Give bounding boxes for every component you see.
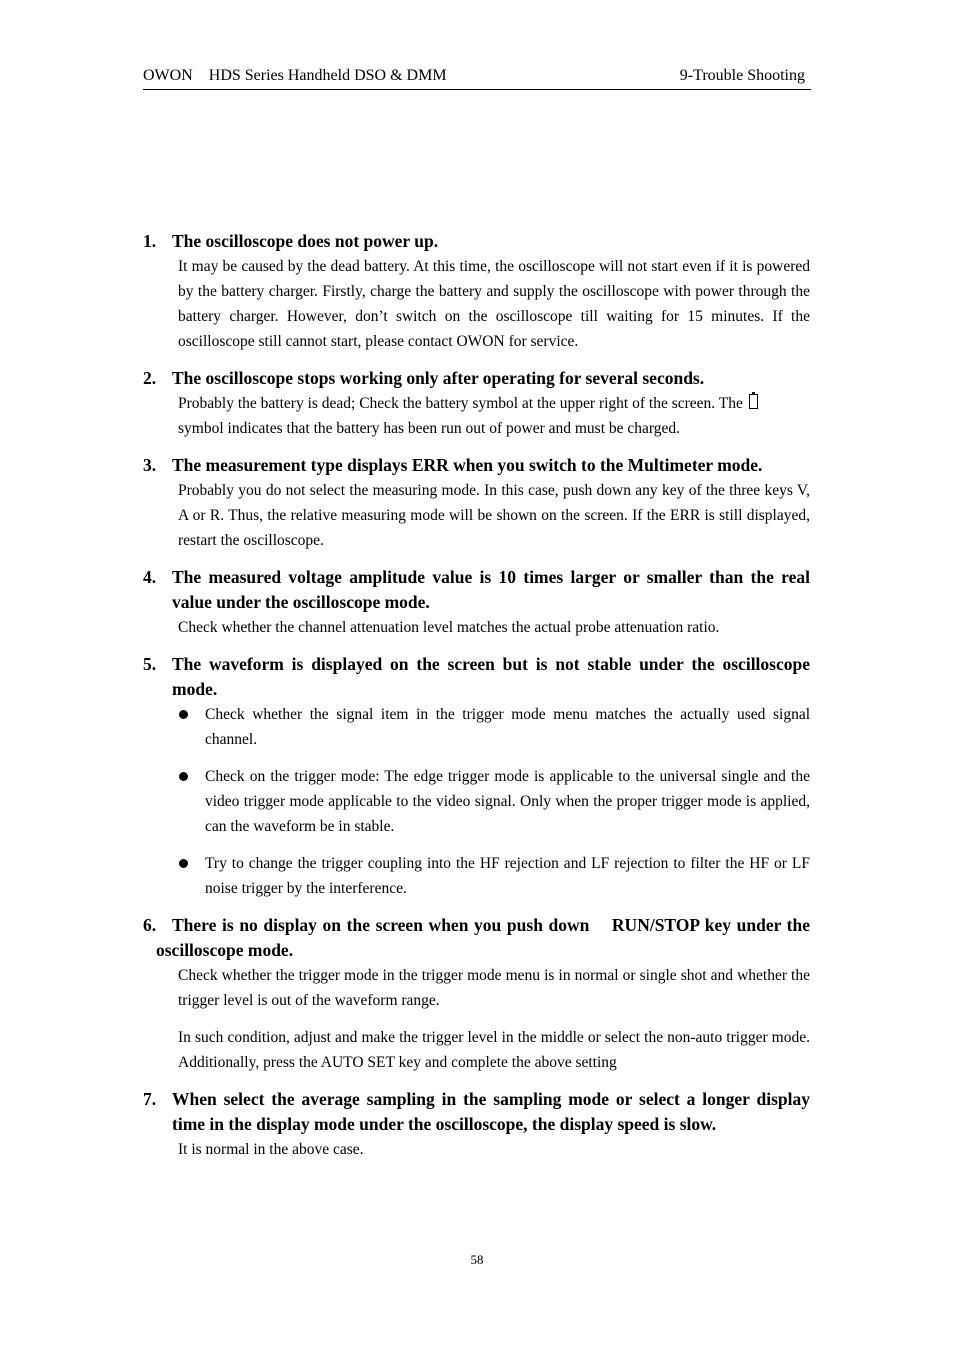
page-number: 58 [470, 1252, 484, 1267]
trouble-item-5 [143, 652, 810, 901]
item-number: 2. [143, 368, 157, 388]
trouble-item-6 [143, 913, 815, 1075]
trouble-item-2 [143, 366, 810, 441]
answer: Check whether the trigger mode in the trigger mode menu is in normal or single shot and whether the trigger level is out of the waveform range. [178, 967, 810, 1009]
question [143, 652, 810, 702]
answer [143, 391, 810, 441]
question [143, 453, 810, 478]
question-text: The oscilloscope does not power up. [172, 231, 439, 251]
item-number: 5. [143, 654, 157, 674]
bullet-text: Check whether the signal item in the trigger mode menu matches the actually used signal channel. [205, 706, 810, 748]
trouble-item-3 [143, 453, 810, 553]
battery-empty-icon [749, 394, 758, 409]
answer: It may be caused by the dead battery. At this time, the oscilloscope will not start even if it is powered by the battery charger. Firstly, charge the battery and supply the oscilloscope with power through the battery charger. However, don’t switch on the oscilloscope till waiting for 15 minutes. If the oscilloscope still cannot start, please contact OWON for service. [178, 258, 810, 350]
answer: Check whether the channel attenuation level matches the actual probe attenuation ratio. [178, 619, 720, 636]
answer: It is normal in the above case. [178, 1141, 364, 1158]
bullet-text: Check on the trigger mode: The edge trigger mode is applicable to the universal single and the video trigger mode applicable to the video signal. Only when the proper trigger mode is applied, can the waveform be in stable. [205, 768, 810, 835]
answer: Probably you do not select the measuring mode. In this case, push down any key of the three keys V, A or R. Thus, the relative measuring mode will be shown on the screen. If the ERR is still displayed, restart the oscilloscope. [178, 482, 810, 549]
item-number: 4. [143, 567, 157, 587]
answer-continued: In such condition, adjust and make the trigger level in the middle or select the non-auto trigger mode. Additionally, press the AUTO SET key and complete the above setting [178, 1029, 810, 1071]
bullet-icon [179, 710, 188, 719]
header-title: OWON HDS Series Handheld DSO & DMM [143, 67, 447, 84]
page-header [143, 67, 811, 90]
question [143, 913, 815, 963]
question-text: The waveform is displayed on the screen but is not stable under the oscilloscope mode. [172, 654, 810, 699]
header-section: 9-Trouble Shooting [679, 67, 805, 84]
troubleshooting-list [143, 229, 815, 1174]
item-number: 1. [143, 231, 157, 251]
question [143, 366, 810, 391]
answer-text-after: symbol indicates that the battery has been run out of power and must be charged. [178, 420, 681, 437]
answer-text-before: Probably the battery is dead; Check the battery symbol at the upper right of the screen. The [178, 395, 743, 412]
list-item [143, 702, 810, 752]
question [143, 1087, 810, 1137]
list-item [143, 764, 810, 839]
bullet-list [143, 702, 810, 901]
question [143, 565, 810, 615]
trouble-item-7 [143, 1087, 810, 1162]
item-number: 6. [143, 915, 157, 935]
question-text: The measured voltage amplitude value is 10 times larger or smaller than the real value under the oscilloscope mode. [172, 567, 810, 612]
list-item [143, 851, 810, 901]
question-text: The measurement type displays ERR when you switch to the Multimeter mode. [172, 455, 763, 475]
item-number: 3. [143, 455, 157, 475]
question-text: The oscilloscope stops working only after operating for several seconds. [172, 368, 705, 388]
trouble-item-1 [143, 229, 810, 354]
trouble-item-4 [143, 565, 810, 640]
question-text: There is no display on the screen when you push down RUN/STOP key under the oscilloscope mode. [156, 915, 815, 960]
question-text: When select the average sampling in the sampling mode or select a longer display time in the display mode under the oscilloscope, the display speed is slow. [172, 1089, 810, 1134]
bullet-icon [179, 772, 188, 781]
question [143, 229, 810, 254]
item-number: 7. [143, 1089, 157, 1109]
bullet-icon [179, 859, 188, 868]
bullet-text: Try to change the trigger coupling into the HF rejection and LF rejection to filter the HF or LF noise trigger by the interference. [205, 855, 810, 897]
